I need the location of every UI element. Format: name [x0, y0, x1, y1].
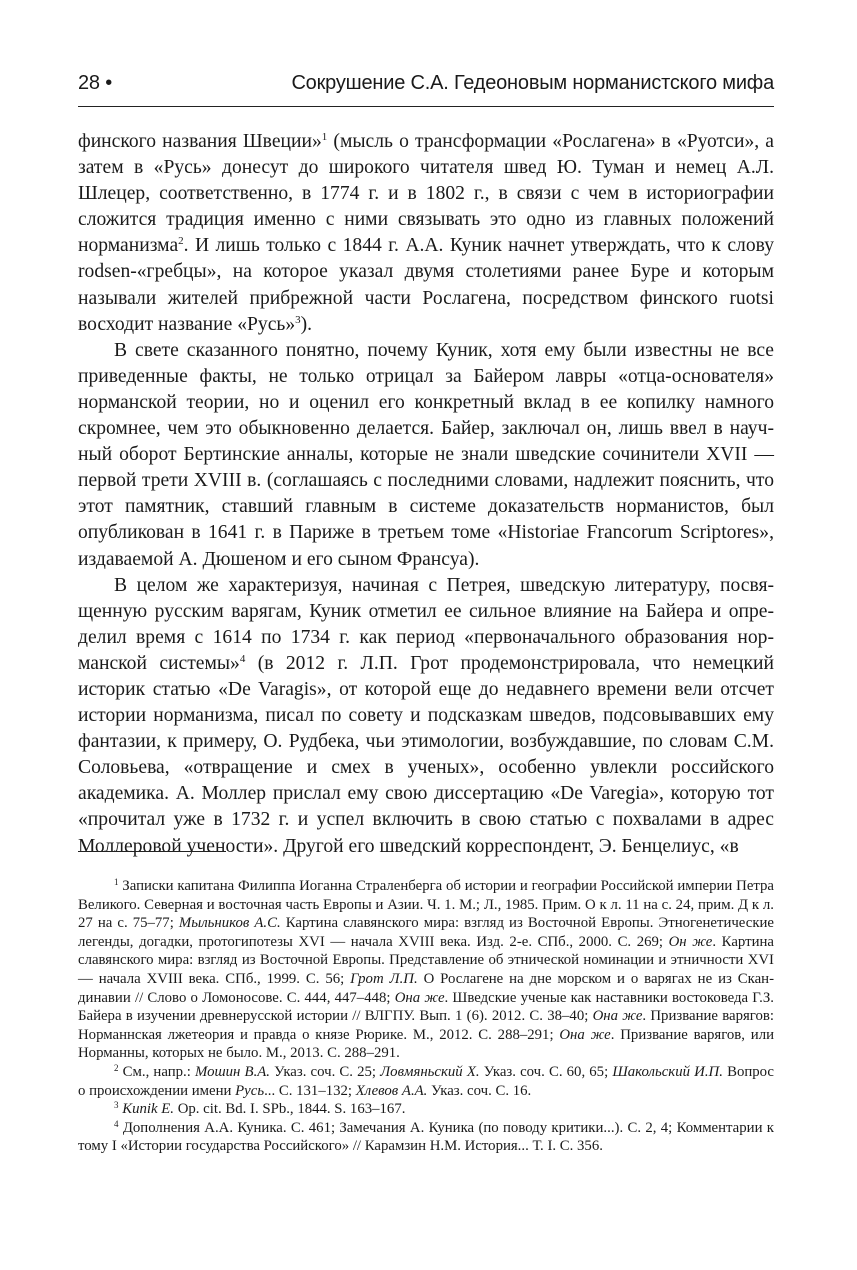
footnote-text: О Рослагене на дне морском и о варягах не из Скандинавии // Слово о Ломоносове. С. 444, 447–448;	[78, 970, 774, 1006]
footnote-text: Вопрос о происхождении имени	[78, 1063, 774, 1099]
footnote-author: Ловмяньский Х.	[380, 1063, 480, 1080]
footnote-text: Указ. соч. С. 60, 65;	[479, 1063, 613, 1080]
footnote-text: Картина славянского мира: взгляд из Восточной Европы. Этногенетические легенды, догадки, протогипотезы XVI — начала XVIII века. Изд. 2-е. СПб., 2000. С. 269;	[78, 915, 774, 950]
footnote-text: Указ. соч. С. 16.	[427, 1082, 532, 1099]
footnotes	[78, 877, 774, 1156]
footnote-text: . Шведские ученые как наставники востоковеда Г.З. Байера в изучении древнерусской истории // ВЛГПУ. Вып. 1 (6). 2012. С. 38–40;	[78, 989, 774, 1025]
header-rule	[78, 106, 774, 107]
footnote-title: Русь	[235, 1082, 265, 1099]
paragraph-3-text: В целом же характеризуя, начиная с Петрея, шведскую литературу, посвященную русским варягам, Куник отметил ее сильное влияние на Байера и определил время с 1614 по 1734 г. как период «первоначального образования норманской системы»	[78, 574, 774, 674]
paragraph-1	[78, 129, 774, 338]
footnote-author: Она же	[394, 989, 445, 1006]
footnote-number: 2	[114, 1062, 119, 1073]
footnote-text: . Призвание варягов, или Норманны, которых не было. М., 2013. С. 288–291.	[78, 1026, 775, 1062]
footnote-ref-2: 2	[178, 235, 184, 248]
running-title: Сокрушение С.А. Гедеоновым норманистского мифа	[291, 72, 774, 94]
paragraph-3-text: (в 2012 г. Л.П. Грот продемонстрировала, что немецкий историк статью «De Varagis», от которой еще до недавнего времени вели отсчет истории норманизма, писал по совету и подсказкам шведов, подсовывавших ему фантазии, к примеру, О. Рудбека, чьи этимологии, возбуждавшие, по словам С.М. Соловьева, «отвращение и смех в ученых», особенно увлекли российского академика. А. Моллер прислал ему свою диссертацию «De Varegia», которую тот «прочитал уже в 1732 г. и успел включить в свою статью с похвалами в адрес Моллеровой учености». Другой его шведский корреспондент, Э. Бенцелиус, «в	[78, 652, 774, 857]
page-number: 28	[78, 72, 100, 94]
paragraph-2-text: В свете сказанного понятно, почему Куник, хотя ему были известны не все приведенные факты, не только отрицал за Байером лавры «отца-основателя» норманской теории, но и оценил его конкретный вклад в ее копилку намного скромнее, чем это обыкновенно делается. Байер, заключал он, лишь ввел в научный оборот Бертинские анналы, которые не знали шведские сочинители XVII — первой трети XVIII в. (соглашаясь с последними словами, надлежит пояснить, что этот памятник, ставший главным в системе доказательств норманистов, был опубликован в 1641 г. в Париже в третьем томе «Historiae Francorum Scriptores», издаваемой А. Дюшеном и его сыном Франсуа).	[78, 339, 774, 570]
running-header	[78, 72, 774, 95]
footnote-ref-4: 4	[239, 652, 246, 665]
footnote-text: Указ. соч. С. 25;	[270, 1063, 381, 1080]
footnote-separator	[78, 851, 226, 852]
footnote-author: Она же	[559, 1026, 611, 1043]
footnote-number: 3	[114, 1100, 119, 1111]
paragraph-3	[78, 573, 774, 860]
footnote-text: Дополнения А.А. Куника. С. 461; Замечания А. Куника (по поводу критики...). С. 2, 4; Комментарии к тому I «Истории государства Российского» // Карамзин Н.М. История... Т. I. С. 356.	[78, 1119, 774, 1155]
footnote-author: Он же	[668, 933, 713, 950]
paragraph-1-text: (мысль о трансформации «Рослагена» в «Руотси», а затем в «Русь» донесут до широкого читателя швед Ю. Туман и немец А.Л. Шлецер, соответственно, в 1774 г. и в 1802 г., в связи с чем в историографии сложится традиция именно с ними связывать это одно из главных положений норманизма	[78, 131, 775, 257]
page-number-group	[78, 72, 112, 95]
footnote-author: Грот Л.П.	[350, 970, 418, 987]
footnote-author: Kunik E.	[122, 1101, 174, 1118]
footnote-ref-3: 3	[295, 313, 301, 326]
footnote-ref-1: 1	[321, 131, 328, 143]
footnote-text: . Призвание варягов: Норманнская лжетеория и правда о князе Рюрике. М., 2012. С. 288–291;	[78, 1008, 775, 1043]
footnote-author: Хлевов А.А.	[355, 1082, 428, 1099]
paragraph-1-text: ).	[300, 313, 313, 335]
footnote-text: ... С. 131–132;	[264, 1082, 356, 1099]
footnote-text: Записки капитана Филиппа Иоганна Страленберга об истории и географии Российской империи Петра Великого. Северная и восточная часть Европы и Азии. Ч. 1. М.; Л., 1985. Прим. О к л. 11 на с. 24, прим. Д к л. 27 на с. 75–77;	[78, 878, 774, 932]
footnote-2	[78, 1063, 774, 1100]
footnote-author: Она же	[592, 1008, 643, 1025]
footnote-text: . Картина славянского мира: взгляд из Восточной Европы. Представление об этнической номинации и этничности XVI — начала XVIII века. СПб., 1999. С. 56;	[78, 933, 774, 987]
footnote-1	[78, 877, 774, 1063]
footnote-author: Шакольский И.П.	[612, 1063, 723, 1080]
footnote-3	[78, 1100, 774, 1119]
footnote-text: Op. cit. Bd. I. SPb., 1844. S. 163–167.	[174, 1101, 406, 1118]
footnote-text: См., напр.:	[118, 1063, 195, 1080]
paragraph-2	[78, 338, 774, 573]
main-text	[78, 129, 774, 860]
footnote-4	[78, 1119, 774, 1156]
footnote-author: Мыльников А.С.	[178, 915, 281, 932]
paragraph-1-text: . И лишь только с 1844 г. А.А. Куник начнет утверждать, что к слову rodsen-«гребцы», на которое указал двумя столетиями ранее Буре и которым называли жителей прибрежной части Рослагена, посредством финского ruotsi восходит название «Русь»	[78, 235, 774, 335]
footnote-number: 1	[114, 877, 119, 887]
footnote-author: Мошин В.А.	[194, 1063, 271, 1080]
page-number-bullet: •	[105, 72, 113, 94]
footnote-number: 4	[114, 1118, 119, 1129]
paragraph-1-text: финского названия Швеции»	[78, 131, 322, 152]
